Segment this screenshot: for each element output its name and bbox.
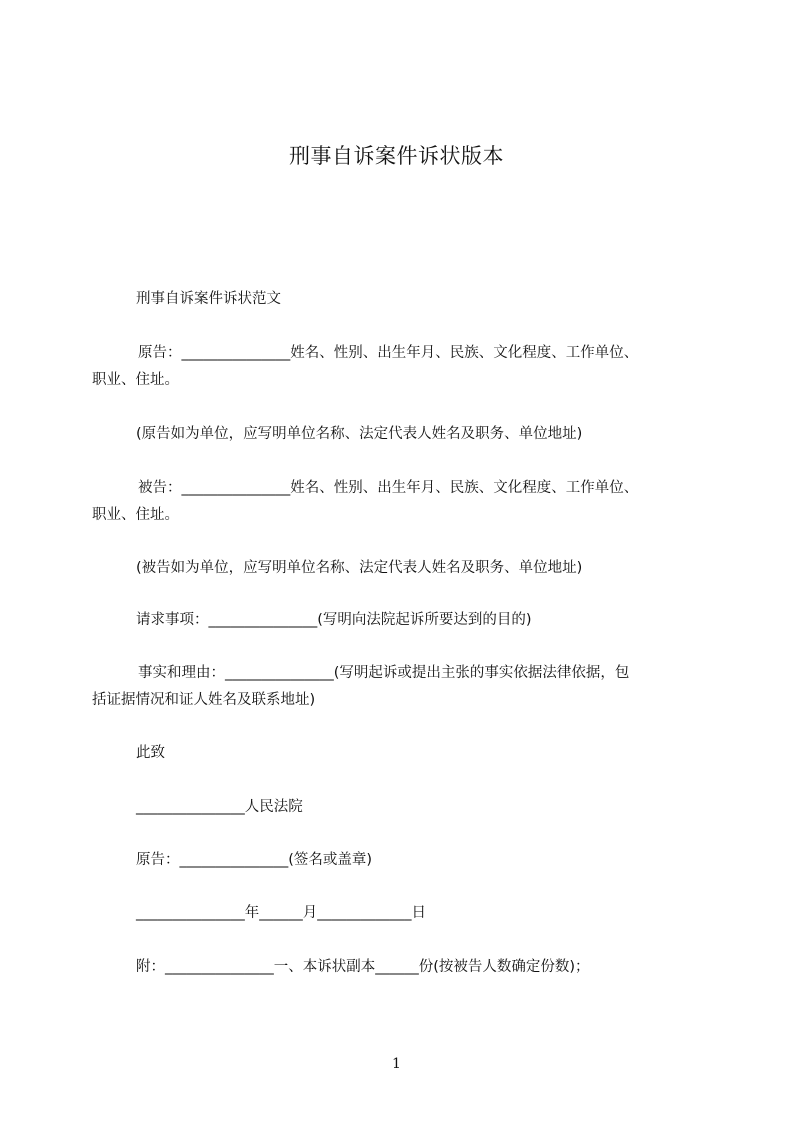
salutation-text: 此致: [136, 745, 165, 761]
facts-line-2: 括证据情况和证人姓名及联系地址): [92, 692, 316, 708]
page-number: 1: [392, 1056, 401, 1072]
salutation: [92, 740, 704, 767]
attachment-line: [92, 954, 704, 981]
claims-text: 请求事项：_______________(写明向法院起诉所要达到的目的): [136, 612, 532, 628]
attachment-text: 附：_______________一、本诉状副本______份(按被告人数确定份数)；: [136, 959, 590, 975]
court-line: [92, 794, 704, 821]
plaintiff-note-text: (原告如为单位，应写明单位名称、法定代表人姓名及职务、单位地址): [136, 426, 583, 442]
defendant-note-text: (被告如为单位，应写明单位名称、法定代表人姓名及职务、单位地址): [136, 560, 583, 576]
signature-line: [92, 847, 704, 874]
defendant-line-2: 职业、住址。: [92, 507, 179, 523]
facts-line-1: [92, 660, 704, 687]
plaintiff-line-1-text: 原告：_______________姓名、性别、出生年月、民族、文化程度、工作单位、: [138, 345, 639, 361]
plaintiff-line-2: 职业、住址。: [92, 372, 179, 388]
document-title: 刑事自诉案件诉状版本: [289, 144, 504, 168]
date-line: [92, 900, 704, 927]
defendant-note: [92, 555, 704, 582]
subtitle-text: 刑事自诉案件诉状范文: [136, 291, 281, 307]
signature-text: 原告：_______________(签名或盖章): [136, 852, 373, 868]
plaintiff-note: [92, 421, 704, 448]
court-text: _______________人民法院: [136, 799, 303, 815]
defendant-line-1-text: 被告：_______________姓名、性别、出生年月、民族、文化程度、工作单位、: [138, 480, 639, 496]
document-subtitle: [92, 286, 704, 313]
plaintiff-line-1: [92, 340, 704, 367]
facts-line-1-text: 事实和理由：_______________(写明起诉或提出主张的事实依据法律依据，包: [138, 665, 630, 681]
defendant-line-1: [92, 475, 704, 502]
claims-paragraph: [92, 607, 704, 634]
date-text: _______________年______月_____________日: [136, 905, 426, 921]
